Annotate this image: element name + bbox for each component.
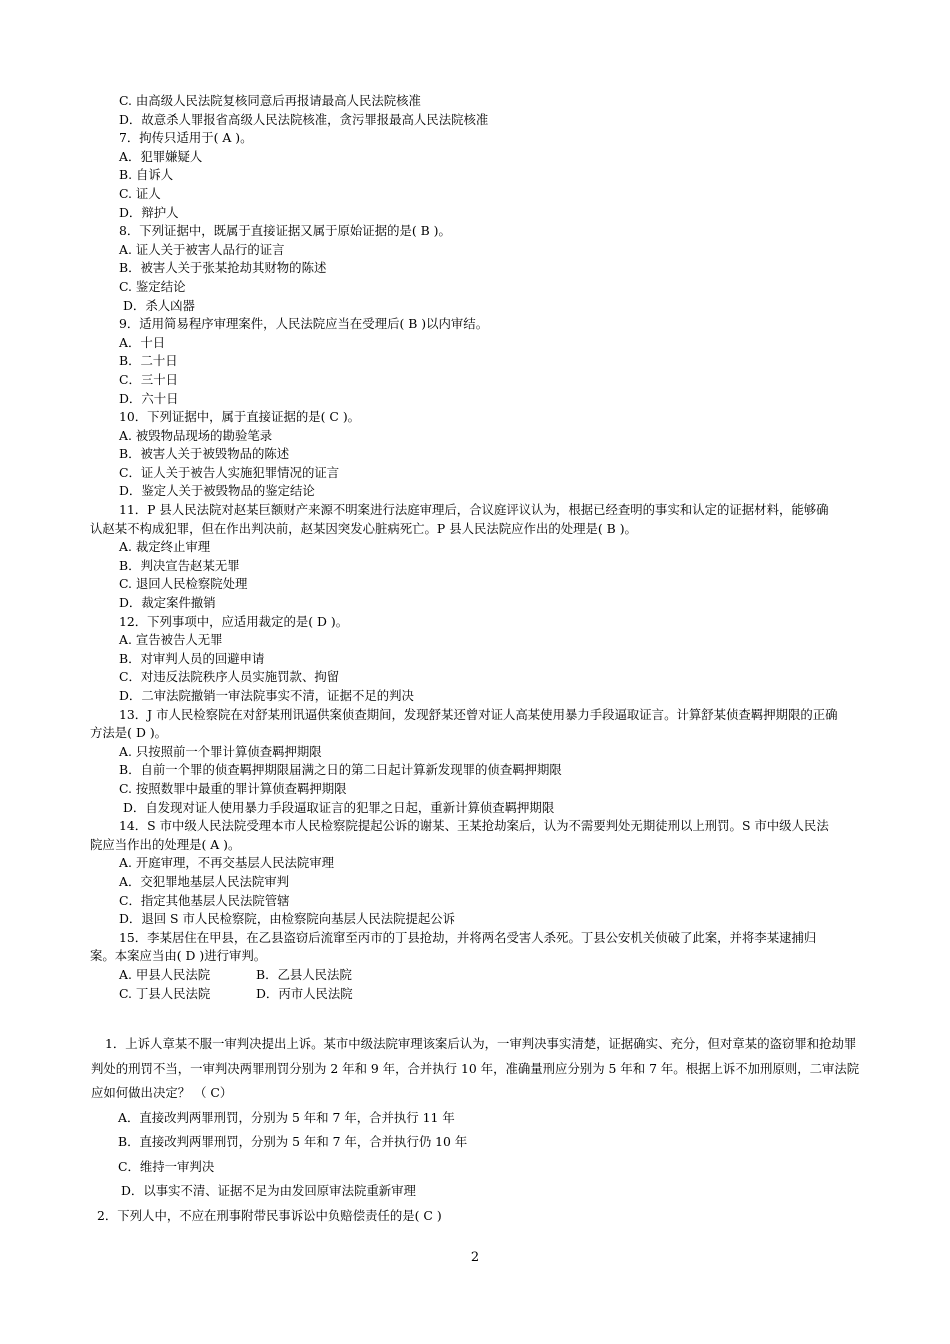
text-line: D．退回 S 市人民检察院，由检察院向基层人民法院提起公诉 <box>119 911 456 927</box>
text-line: 12．下列事项中，应适用裁定的是( D )。 <box>119 613 349 629</box>
option-line: D．以事实不清、证据不足为由发回原审法院重新审理 <box>121 1183 416 1198</box>
option-b: B．乙县人民法院 <box>256 966 352 982</box>
question-paragraph: 1．上诉人章某不服一审判决提出上诉。某市中级法院审理该案后认为，一审判决事实清楚，证据确实、充分，但对章某的盗窃罪和抢劫罪判处的刑罚不当，一审判决两罪刑罚分别为 2 年和 9 年，合并执行 10 年，准确量刑应分别为 5 年和 7 年。根据上诉不加刑原则，二审法院应如何做出决定？ （ C） <box>91 1036 860 1100</box>
text-line: A. 开庭审理，不再交基层人民法院审理 <box>119 855 335 871</box>
option-d: D．丙市人民法院 <box>256 985 353 1001</box>
text-line: C. 退回人民检察院处理 <box>119 576 248 592</box>
text-line: C. 按照数罪中最重的罪计算侦查羁押期限 <box>119 780 347 796</box>
text-line: D．鉴定人关于被毁物品的鉴定结论 <box>119 483 315 499</box>
text-line: A. 证人关于被害人品行的证言 <box>119 241 285 257</box>
text-line: D．杀人凶器 <box>123 297 195 313</box>
text-line: C．三十日 <box>119 371 179 387</box>
option-a: A. 甲县人民法院 <box>119 966 211 982</box>
option-row <box>119 966 839 985</box>
text-line: C．证人关于被告人实施犯罪情况的证言 <box>119 464 340 480</box>
text-line: A．交犯罪地基层人民法院审判 <box>119 873 290 889</box>
text-line: B．二十日 <box>119 353 178 369</box>
option-line: A．直接改判两罪刑罚，分别为 5 年和 7 年，合并执行 11 年 <box>118 1109 455 1125</box>
text-line: D．六十日 <box>119 390 179 406</box>
text-line: C. 鉴定结论 <box>119 278 186 294</box>
text-line: D．辩护人 <box>119 204 179 220</box>
text-line: B. 自诉人 <box>119 167 174 183</box>
option-row <box>119 985 839 1004</box>
question-paragraph: 11．P 县人民法院对赵某巨额财产来源不明案进行法庭审理后，合议庭评议认为，根据已经查明的事实和认定的证据材料，能够确认赵某不构成犯罪，但在作出判决前，赵某因突发心脏病死亡。P 县人民法院应作出的处理是( B )。 <box>90 502 829 536</box>
text-line: A. 被毁物品现场的勘验笔录 <box>119 427 273 443</box>
text-line: A. 宣告被告人无罪 <box>119 632 223 648</box>
text-line: D．故意杀人罪报省高级人民法院核准，贪污罪报最高人民法院核准 <box>119 111 489 127</box>
question-paragraph: 15．李某居住在甲县，在乙县盗窃后流窜至丙市的丁县抢劫，并将两名受害人杀死。丁县公安机关侦破了此案，并将李某逮捕归案。本案应当由( D )进行审判。 <box>90 929 817 964</box>
text-line: C．对违反法院秩序人员实施罚款、拘留 <box>119 669 340 685</box>
text-line: 7．拘传只适用于( A )。 <box>119 130 253 146</box>
text-line: A．犯罪嫌疑人 <box>119 148 203 164</box>
option-c: C. 丁县人民法院 <box>119 985 211 1001</box>
text-line: B．判决宣告赵某无罪 <box>119 557 240 573</box>
text-line: B．被害人关于张某抢劫其财物的陈述 <box>119 260 327 276</box>
question-line: 2．下列人中，不应在刑事附带民事诉讼中负赔偿责任的是( C ) <box>97 1207 442 1223</box>
question-block-1 <box>90 92 839 1003</box>
text-line: B．对审判人员的回避申请 <box>119 650 265 666</box>
text-line: 8．下列证据中，既属于直接证据又属于原始证据的是( B )。 <box>119 223 451 239</box>
text-line: D．裁定案件撤销 <box>119 595 216 611</box>
question-paragraph: 13．J 市人民检察院在对舒某刑讯逼供案侦查期间，发现舒某还曾对证人高某使用暴力手段逼取证言。计算舒某侦查羁押期限的正确方法是( D )。 <box>90 706 838 741</box>
text-line: B．自前一个罪的侦查羁押期限届满之日的第二日起计算新发现罪的侦查羁押期限 <box>119 762 562 778</box>
text-line: 10．下列证据中，属于直接证据的是( C )。 <box>119 409 361 425</box>
text-line: D．二审法院撤销一审法院事实不清，证据不足的判决 <box>119 688 414 703</box>
question-paragraph: 14．S 市中级人民法院受理本市人民检察院提起公诉的谢某、王某抢劫案后，认为不需要判处无期徒刑以上刑罚。S 市中级人民法院应当作出的处理是( A )。 <box>90 818 829 852</box>
text-line: C．指定其他基层人民法院管辖 <box>119 892 290 908</box>
text-line: A. 裁定终止审理 <box>119 539 211 555</box>
text-line: A．十日 <box>119 334 166 350</box>
text-line: A. 只按照前一个罪计算侦查羁押期限 <box>119 743 322 759</box>
page-number: 2 <box>470 1250 480 1265</box>
text-line: 9．适用简易程序审理案件，人民法院应当在受理后( B )以内审结。 <box>119 316 489 332</box>
option-line: C．维持一审判决 <box>118 1158 215 1174</box>
text-line: C. 由高级人民法院复核同意后再报请最高人民法院核准 <box>119 93 421 108</box>
text-line: C. 证人 <box>119 185 161 201</box>
text-line: B．被害人关于被毁物品的陈述 <box>119 446 290 462</box>
text-line: D．自发现对证人使用暴力手段逼取证言的犯罪之日起，重新计算侦查羁押期限 <box>123 799 555 815</box>
question-block-2 <box>91 1032 861 1228</box>
option-line: B．直接改判两罪刑罚，分别为 5 年和 7 年，合并执行仍 10 年 <box>118 1134 468 1149</box>
